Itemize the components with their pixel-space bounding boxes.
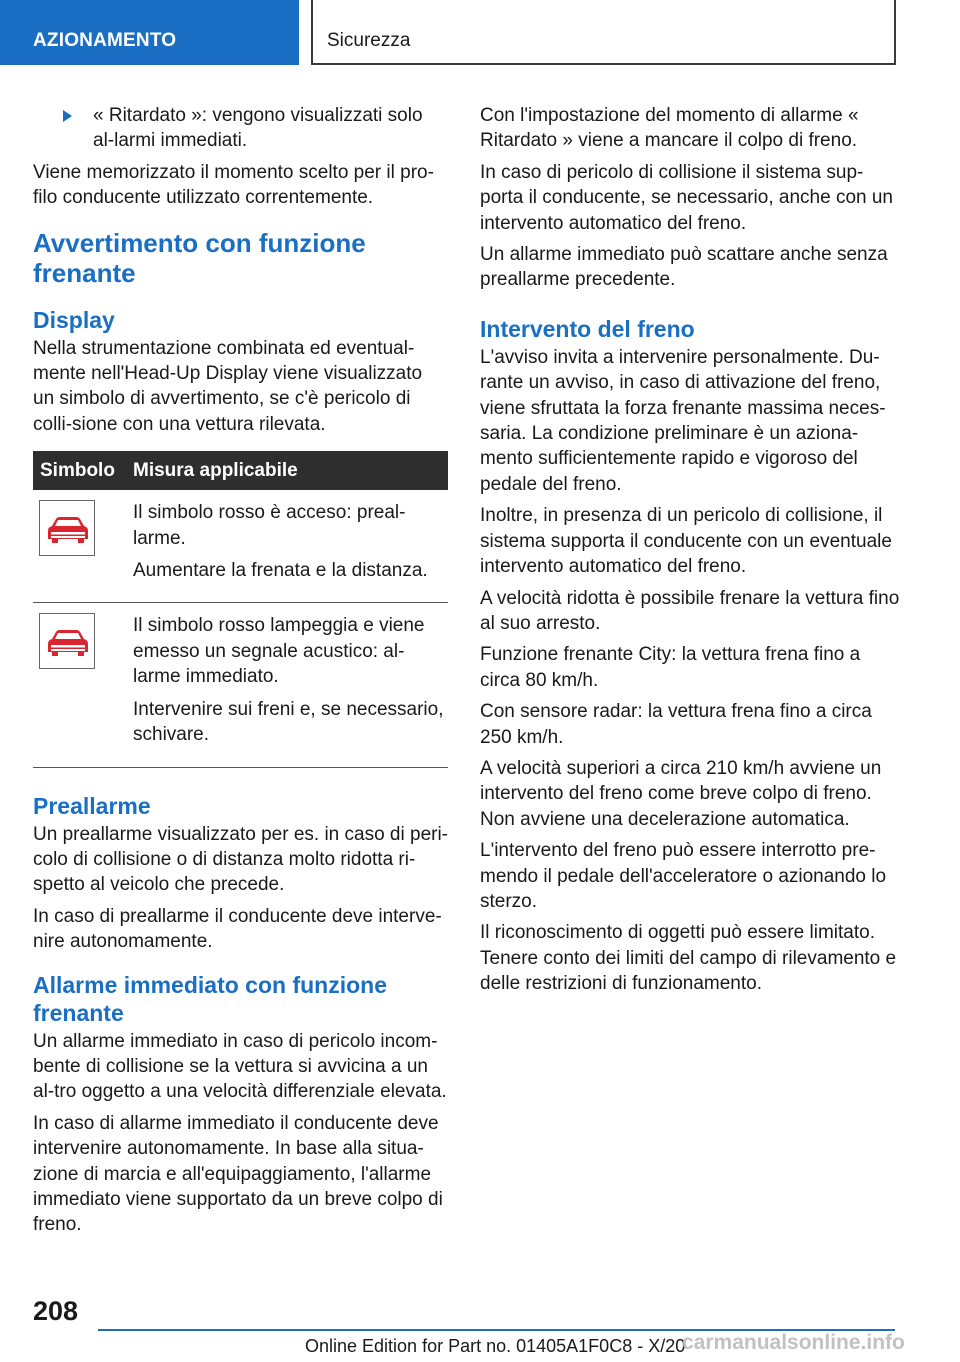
table-header-measure: Misura applicabile [125,451,448,490]
table-header-symbol: Simbolo [33,451,125,490]
paragraph: Funzione frenante City: la vettura frena fino a circa 80 km/h. [480,644,861,691]
section-heading: Avvertimento con funzione frenante [33,227,366,288]
paragraph: Un allarme immediato in caso di pericolo incom-bente di collisione se la vettura si avvicina a un al-tro oggetto a una velocità differenziale elevata. [33,1030,447,1103]
subheading-intervento-freno: Intervento del freno [480,315,695,342]
watermark: carmanualsonline.info [682,1331,905,1354]
edition-text: Online Edition for Part no. 01405A1F0C8 - X/20 [305,1336,686,1356]
table-cell-text: Intervenire sui freni e, se necessario, schivare. [133,698,444,746]
subheading-allarme: Allarme immediato con funzione frenante [33,971,387,1026]
left-column [33,103,448,1244]
section-tab: AZIONAMENTO [0,0,299,65]
paragraph: Un allarme immediato può scattare anche senza preallarme precedente. [480,244,888,291]
paragraph: L'avviso invita a intervenire personalmente. Du-rante un avviso, in caso di attivazione del freno, viene sfruttata la forza frenante massima neces-saria. La condizione preliminare è un aziona-mento sufficientemente rapido e vigoroso del pedale del freno. [480,346,886,495]
paragraph: Nella strumentazione combinata ed eventual-mente nell'Head-Up Display viene visualizzato un simbolo di avvertimento, se c'è pericolo di colli-sione con una vettura rilevata. [33,337,423,435]
paragraph: Inoltre, in presenza di un pericolo di collisione, il sistema supporta il conducente con un eventuale intervento automatico del freno. [480,505,892,578]
table-row [33,490,448,603]
triangle-bullet-icon [63,110,72,122]
subheading-display: Display [33,306,115,333]
paragraph: Un preallarme visualizzato per es. in caso di peri-colo di collisione o di distanza molto ridotta ri-spetto al veicolo che precede. [33,823,449,896]
paragraph: A velocità ridotta è possibile frenare la vettura fino al suo arresto. [480,587,900,634]
table-cell-text: Aumentare la frenata e la distanza. [133,560,428,582]
subheading-preallarme: Preallarme [33,792,151,819]
table-cell-text: Il simbolo rosso lampeggia e viene emesso un segnale acustico: al-larme immediato. [133,615,425,688]
right-column [480,103,900,1003]
paragraph: In caso di allarme immediato il conducente deve intervenire autonomamente. In base alla situa-zione di marcia e all'equipaggiamento, l'allarme immediato viene supportato da un breve colpo di freno. [33,1112,443,1236]
list-item [33,103,448,154]
paragraph: A velocità superiori a circa 210 km/h avviene un intervento del freno come breve colpo di freno. Non avviene una decelerazione automatica. [480,757,882,830]
page-number: 208 [33,1296,79,1326]
car-warning-icon [39,613,95,669]
paragraph: Con sensore radar: la vettura frena fino a circa 250 km/h. [480,701,872,748]
table-cell-text: Il simbolo rosso è acceso: preal-larme. [133,502,406,549]
symbol-table [33,451,448,767]
paragraph: Il riconoscimento di oggetti può essere limitato. Tenere conto dei limiti del campo di rilevamento e delle restrizioni di funzionamento. [480,922,897,995]
paragraph: In caso di pericolo di collisione il sistema sup-porta il conducente, se necessario, anche con un intervento automatico del freno. [480,161,893,234]
bullet-text: « Ritardato »: vengono visualizzati solo al-larmi immediati. [93,105,423,152]
paragraph: Con l'impostazione del momento di allarme « Ritardato » viene a mancare il colpo di freno. [480,105,859,152]
paragraph: L'intervento del freno può essere interrotto pre-mendo il pedale dell'acceleratore o azionando lo sterzo. [480,840,887,912]
car-warning-icon [39,500,95,556]
chapter-title: Sicurezza [311,0,896,65]
paragraph: Viene memorizzato il momento scelto per il pro-filo conducente utilizzato correntemente. [33,161,434,209]
table-row [33,603,448,767]
paragraph: In caso di preallarme il conducente deve interve-nire autonomamente. [33,905,442,953]
